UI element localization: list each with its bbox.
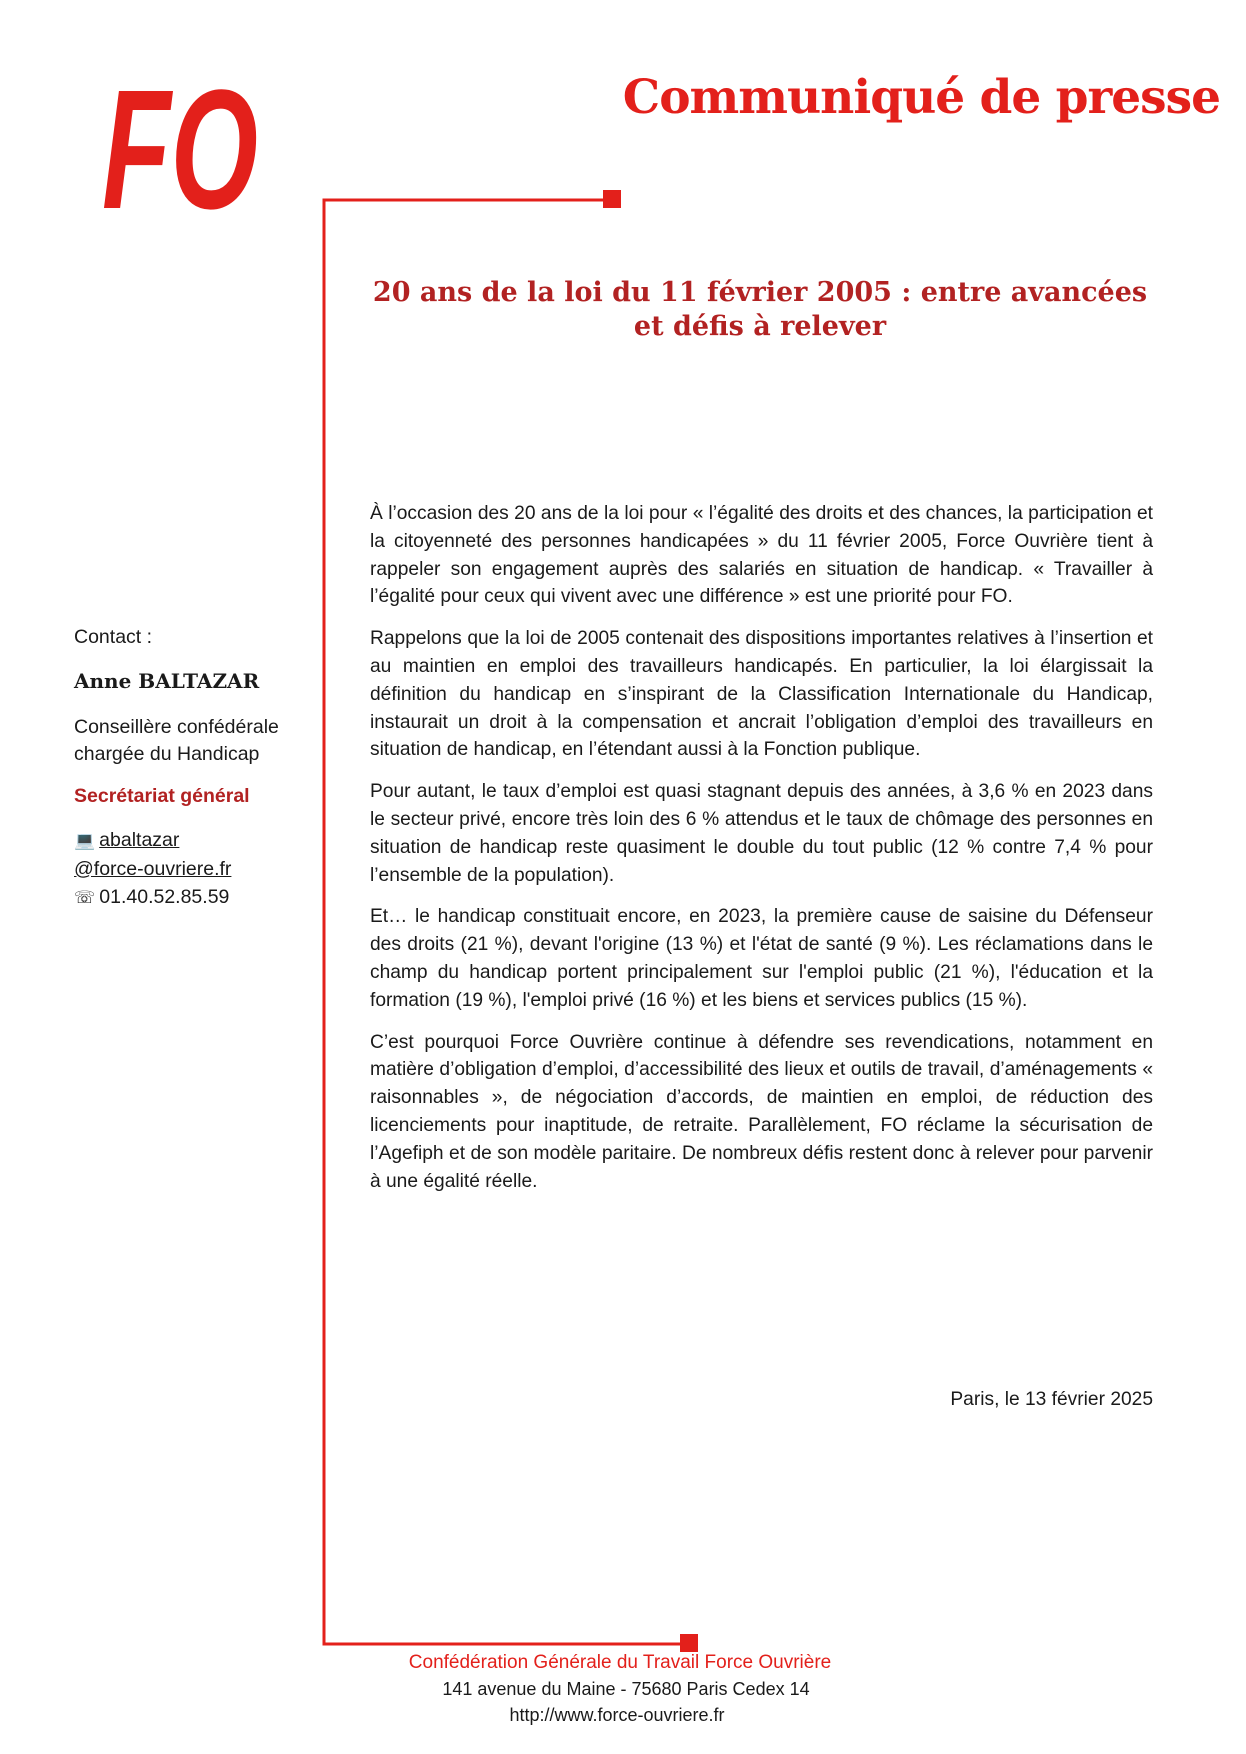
- computer-icon: 💻: [74, 830, 96, 851]
- contact-name: Anne BALTAZAR: [74, 668, 260, 693]
- body-paragraph: C’est pourquoi Force Ouvrière continue à défendre ses revendications, notamment en matière d’obligation d’emploi, d’accessibilité des lieux et outils de travail, d’aménagements « raisonnables », de négociation d’accords, de maintien en emploi, de réduction des licenciements pour inaptitude, de retraite. Parallèlement, FO réclame la sécurisation de l’Agefiph et de son modèle paritaire. De nombreux défis restent donc à relever pour parvenir à une égalité réelle.: [370, 1031, 1153, 1192]
- fo-logo-text: FO: [102, 55, 258, 245]
- contact-email-domain[interactable]: [74, 856, 304, 884]
- body-paragraph: Pour autant, le taux d’emploi est quasi stagnant depuis des années, à 3,6 % en 2023 dans le secteur privé, encore très loin des 6 % attendus et le taux de chômage des personnes en situation de handicap reste quasiment le double du tout public (12 % contre 7,4 % pour l’ensemble de la population).: [370, 781, 1153, 886]
- contact-role-line-1: Conseillère confédérale: [74, 715, 279, 738]
- headline-line-1: 20 ans de la loi du 11 février 2005 : entre avancées: [372, 277, 1148, 308]
- contact-email[interactable]: [74, 827, 304, 856]
- fo-logo: [100, 55, 260, 245]
- email-link-domain[interactable]: @force-ouvriere.fr: [74, 857, 232, 880]
- release-date: Paris, le 13 février 2025: [950, 1389, 1153, 1410]
- headline-line-2: et défis à relever: [633, 311, 887, 342]
- footer: [0, 1650, 1240, 1728]
- footer-website-link[interactable]: http://www.force-ouvriere.fr: [509, 1705, 725, 1725]
- email-link-user[interactable]: abaltazar: [99, 828, 180, 851]
- footer-organization: Confédération Générale du Travail Force Ouvrière: [408, 1652, 832, 1673]
- headline: [370, 276, 1150, 344]
- body-paragraph: À l’occasion des 20 ans de la loi pour « l’égalité des droits et des chances, la participation et la citoyenneté des personnes handicapées » du 11 février 2005, Force Ouvrière tient à rappeler son engagement auprès des salariés en situation de handicap. « Travailler à l’égalité pour ceux qui vivent avec une différence » est une priorité pour FO.: [370, 503, 1153, 608]
- phone-number: 01.40.52.85.59: [99, 885, 230, 908]
- phone-icon: ☏: [74, 887, 96, 908]
- frame-marker-top: [603, 190, 621, 208]
- contact-department: Secrétariat général: [74, 785, 250, 808]
- footer-address: 141 avenue du Maine - 75680 Paris Cedex 14: [442, 1679, 810, 1699]
- contact-block: [74, 624, 304, 912]
- press-release-body: [370, 500, 1153, 1209]
- page-title: Communiqué de presse: [622, 70, 1220, 125]
- body-paragraph: Et… le handicap constituait encore, en 2023, la première cause de saisine du Défenseur des droits (21 %), devant l'origine (13 %) et l'état de santé (9 %). Les réclamations dans le champ du handicap portent principalement sur l'emploi public (21 %), l'éducation et la formation (19 %), l'emploi privé (16 %) et les biens et services publics (15 %).: [370, 906, 1153, 1011]
- contact-role-line-2: chargée du Handicap: [74, 743, 260, 766]
- contact-label: Contact :: [74, 626, 153, 648]
- contact-phone: [74, 884, 304, 913]
- body-paragraph: Rappelons que la loi de 2005 contenait des dispositions importantes relatives à l’insertion et au maintien en emploi des travailleurs handicapés. En particulier, la loi élargissait la définition du handicap en s’inspirant de la Classification Internationale du Handicap, instaurait un droit à la compensation et ancrait l’obligation d’emploi des travailleurs en situation de handicap, en l’étendant aussi à la Fonction publique.: [370, 628, 1153, 761]
- contact-role: [74, 714, 304, 770]
